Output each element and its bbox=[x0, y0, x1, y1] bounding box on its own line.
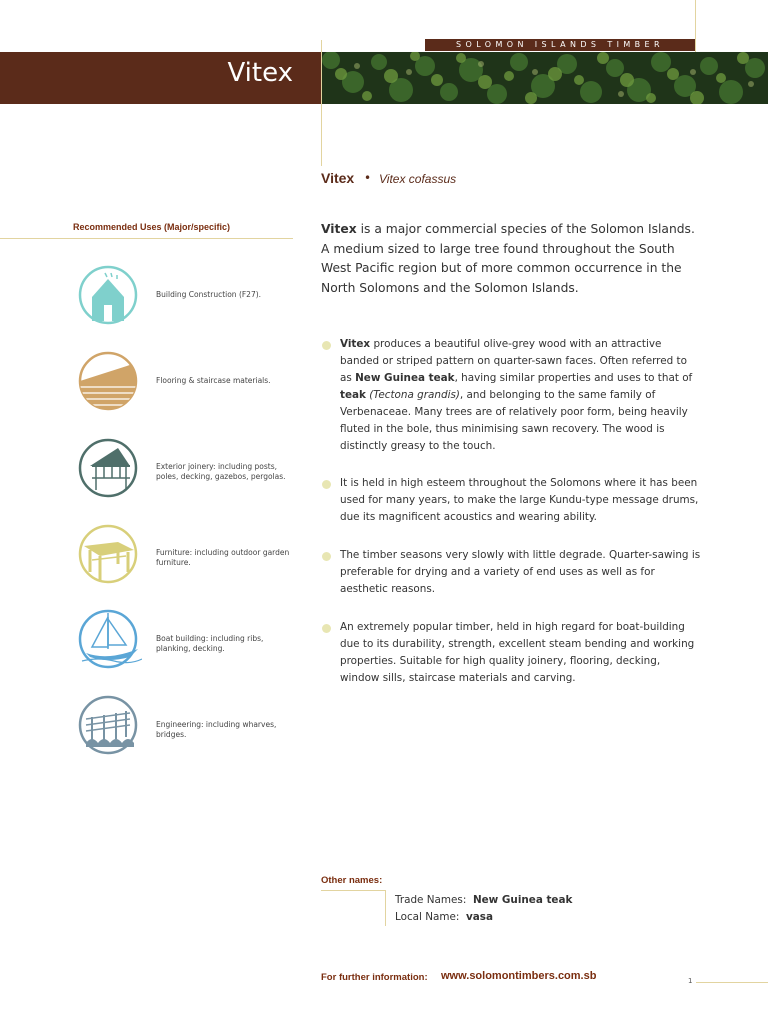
recommended-uses-heading: Recommended Uses (Major/specific) bbox=[73, 222, 231, 232]
top-right-rule bbox=[695, 0, 696, 52]
species-name: Vitex bbox=[321, 170, 355, 186]
b1-text-3: , and belonging to the same family of Verbenaceae. Many trees are of relatively poor form, being heavily fluted in the bole, thus minimising sawn recovery. The wood is distinctly greasy to the touch. bbox=[340, 389, 688, 452]
forest-canopy-image bbox=[321, 52, 768, 104]
b1-text-1: produces a beautiful olive-grey wood with an attractive banded or striped pattern on quarter-sawn faces. Often referred to as bbox=[340, 338, 687, 384]
species-separator: • bbox=[364, 171, 372, 185]
bullet-dot bbox=[322, 552, 331, 561]
other-names-heading: Other names: bbox=[321, 875, 383, 886]
bullet-dot bbox=[322, 480, 331, 489]
use-label-exterior: Exterior joinery: including posts, poles, decking, gazebos, pergolas. bbox=[156, 462, 286, 481]
sailboat-icon bbox=[78, 609, 138, 669]
bridge-icon bbox=[78, 695, 138, 755]
bullet-dot bbox=[322, 341, 331, 350]
b1-bold-2: teak bbox=[340, 389, 366, 401]
recommended-uses-rule bbox=[0, 238, 293, 239]
scientific-name: Vitex cofassus bbox=[379, 172, 457, 186]
further-info-label: For further information: bbox=[321, 972, 428, 983]
local-name-value: vasa bbox=[466, 911, 493, 923]
local-name bbox=[395, 911, 493, 923]
bullet-paragraph-1 bbox=[340, 336, 702, 455]
use-label-boat: Boat building: including ribs, planking, decking. bbox=[156, 634, 264, 653]
website-link[interactable]: www.solomontimbers.com.sb bbox=[441, 970, 597, 982]
intro-text: is a major commercial species of the Solomon Islands. A medium sized to large tree found throughout the South West Pacific region but of more common occurrence in the North Solomons and the Solomon Islands. bbox=[321, 222, 695, 295]
b1-italic: (Tectona grandis) bbox=[365, 389, 460, 401]
b1-lead: Vitex bbox=[340, 338, 371, 350]
bullet-dot bbox=[322, 624, 331, 633]
trade-names-value: New Guinea teak bbox=[472, 894, 573, 906]
trade-names-label: Trade Names: bbox=[395, 894, 467, 906]
gazebo-icon bbox=[78, 438, 138, 498]
brand-bar: SOLOMON ISLANDS TIMBER bbox=[425, 39, 695, 51]
b1-text-2: , having similar properties and uses to that of bbox=[454, 372, 693, 384]
intro-paragraph bbox=[321, 220, 697, 298]
other-names-rule bbox=[321, 890, 385, 891]
use-label-engineering: Engineering: including wharves, bridges. bbox=[156, 720, 277, 739]
use-label-flooring: Flooring & staircase materials. bbox=[156, 376, 271, 385]
use-label-building: Building Construction (F27). bbox=[156, 290, 262, 299]
bullet-paragraph-4: An extremely popular timber, held in high regard for boat-building due to its durability, strength, excellent steam bending and working properties. Suitable for high quality joinery, flooring, decking, window sills, staircase materials and carving. bbox=[340, 621, 695, 684]
page-number: 1 bbox=[688, 977, 693, 985]
local-name-label: Local Name: bbox=[395, 911, 460, 923]
use-label-furniture: Furniture: including outdoor garden furniture. bbox=[156, 548, 290, 567]
bullet-paragraph-2: It is held in high esteem throughout the Solomons where it has been used for many years, to make the large Kundu-type message drums, due its magnificent acoustics and wearing ability. bbox=[340, 477, 699, 523]
intro-lead: Vitex bbox=[321, 222, 357, 236]
trade-names bbox=[395, 894, 572, 906]
house-icon bbox=[78, 265, 138, 325]
b1-bold-1: New Guinea teak bbox=[355, 372, 455, 384]
bullet-paragraph-3: The timber seasons very slowly with little degrade. Quarter-sawing is preferable for drying and a variety of end uses as well as for aesthetic reasons. bbox=[340, 549, 701, 595]
table-icon bbox=[78, 524, 138, 584]
header-vertical-rule bbox=[321, 40, 322, 166]
other-names-divider bbox=[385, 890, 386, 926]
floorboards-icon bbox=[78, 351, 138, 411]
page-title: Vitex bbox=[227, 58, 293, 88]
footer-rule bbox=[696, 982, 768, 983]
